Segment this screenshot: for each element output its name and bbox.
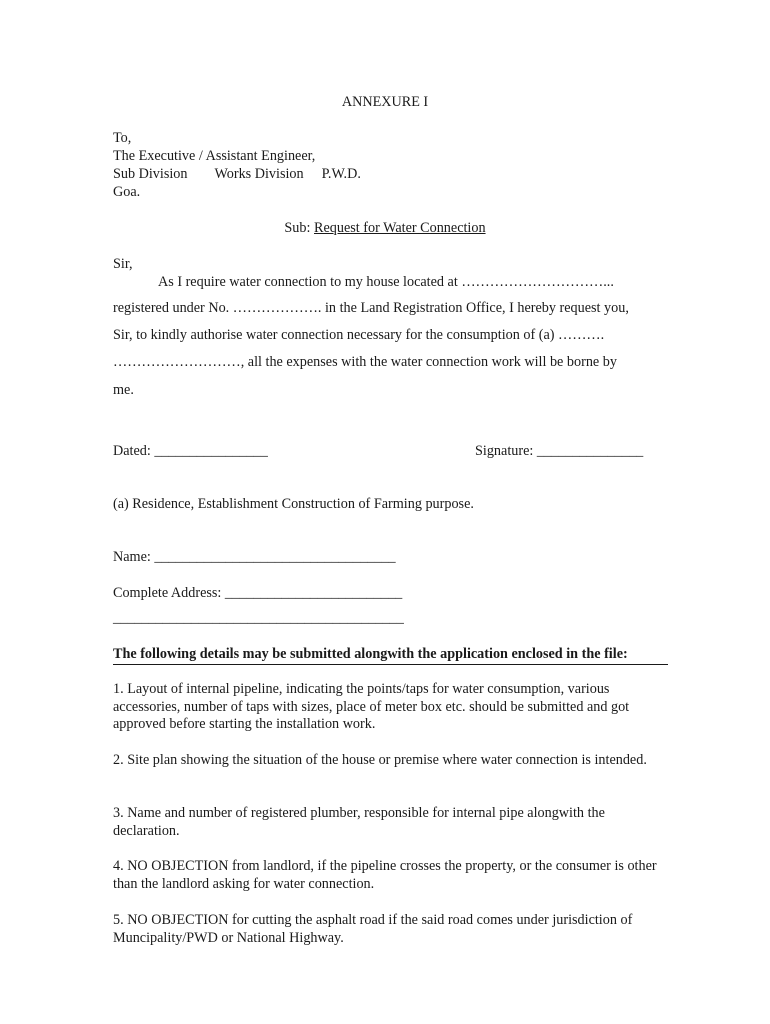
annexure-title: ANNEXURE I	[341, 94, 429, 110]
salutation: Sir,	[113, 256, 133, 272]
address-pwd: P.W.D.	[321, 166, 361, 182]
address-works-division: Works Division	[214, 166, 304, 182]
subject-prefix: Sub:	[284, 220, 314, 236]
subject-text: Request for Water Connection	[314, 220, 486, 236]
body-line-4: ………………………, all the expenses with the water connection work will be borne by	[113, 354, 617, 370]
details-heading: The following details may be submitted alongwith the application enclosed in the file:	[113, 646, 668, 665]
dated-field: Dated: ________________	[113, 443, 268, 459]
address-line-engineer: The Executive / Assistant Engineer,	[113, 148, 316, 164]
purpose-note: (a) Residence, Establishment Construction of Farming purpose.	[113, 496, 474, 512]
detail-item-2: 2. Site plan showing the situation of the house or premise where water connection is intended.	[113, 752, 647, 768]
subject-line	[0, 220, 770, 237]
signature-field: Signature: _______________	[475, 443, 644, 459]
address-sub-division: Sub Division	[113, 166, 188, 182]
body-line-5: me.	[113, 382, 134, 398]
complete-address-field: Complete Address: _________________________	[113, 585, 403, 601]
address-to: To,	[113, 130, 132, 146]
detail-item-5: 5. NO OBJECTION for cutting the asphalt road if the said road comes under jurisdiction of Muncipality/PWD or National Highway.	[113, 912, 633, 946]
detail-item-1: 1. Layout of internal pipeline, indicating the points/taps for water consumption, various accessories, number of taps with sizes, place of meter box etc. should be submitted and got approved before starting the installation work.	[113, 681, 630, 732]
body-line-1: As I require water connection to my house located at …………………………...	[158, 274, 614, 290]
body-line-3: Sir, to kindly authorise water connection necessary for the consumption of (a) ……….	[113, 327, 605, 343]
address-line-division	[113, 166, 361, 183]
body-line-2: registered under No. ………………. in the Land Registration Office, I hereby request you,	[113, 300, 629, 316]
complete-address-continuation: _________________________________________	[113, 610, 404, 626]
name-field: Name: __________________________________	[113, 549, 396, 565]
detail-item-3: 3. Name and number of registered plumber, responsible for internal pipe alongwith the declaration.	[113, 805, 605, 839]
detail-item-4: 4. NO OBJECTION from landlord, if the pipeline crosses the property, or the consumer is other than the landlord asking for water connection.	[113, 858, 657, 892]
address-goa: Goa.	[113, 184, 141, 200]
